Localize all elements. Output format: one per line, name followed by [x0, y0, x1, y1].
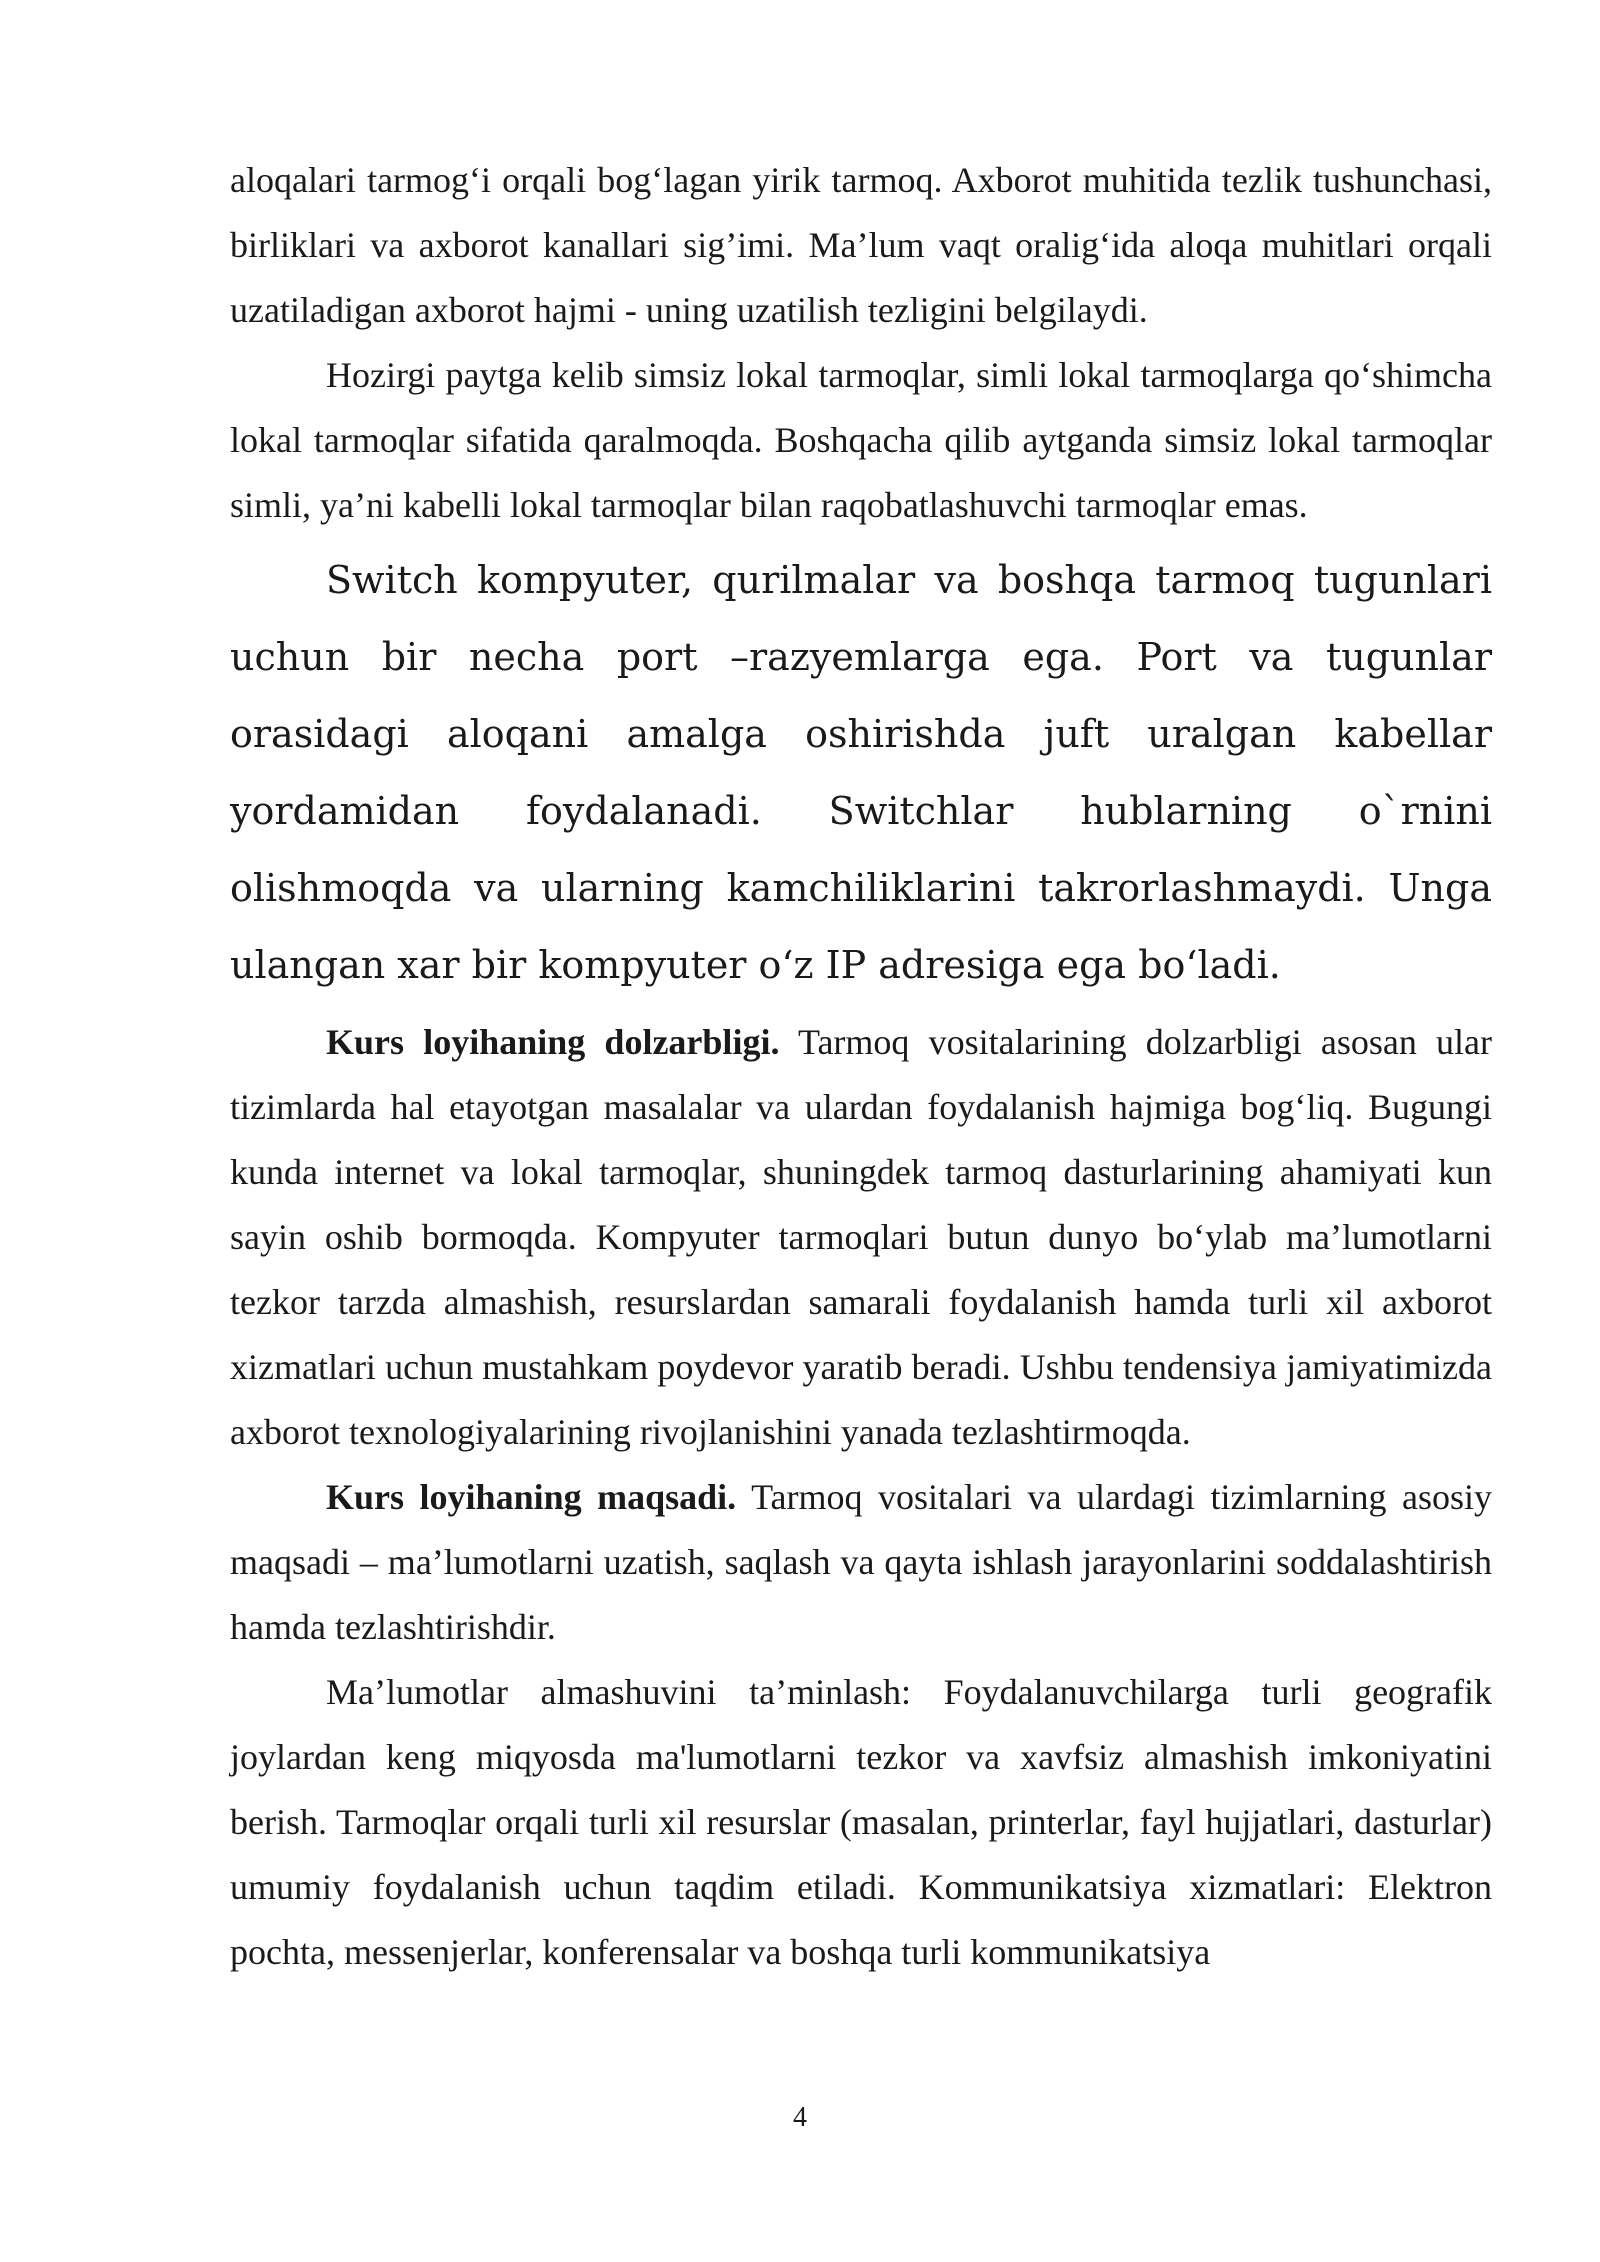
paragraph-goal [230, 1465, 1492, 1660]
page-number: 4 [793, 2102, 807, 2133]
paragraph-network-speed [230, 148, 1492, 343]
paragraph-text: aloqalari tarmog‘i orqali bog‘lagan yirik tarmoq. Axborot muhitida tezlik tushunchasi, birliklari va axborot kanallari sig’imi. Ma’lum vaqt oralig‘ida aloqa muhitlari orqali uzatiladigan axborot hajmi - uning uzatilish tezligini belgilaydi. [230, 160, 1492, 330]
paragraph-wireless-lan [230, 343, 1492, 538]
page-body [230, 148, 1492, 1985]
paragraph-text: Switch kompyuter, qurilmalar va boshqa tarmoq tugunlari uchun bir necha port –razyemlarga ega. Port va tugunlar orasidagi aloqani amalga oshirishda juft uralgan kabellar yordamidan foydalanadi. Switchlar hublarning o`rnini olishmoqda va ularning kamchiliklarini takrorlashmaydi. Unga ulangan xar bir kompyuter o‘z IP adresiga ega bo‘ladi. [230, 558, 1492, 987]
paragraph-data-exchange [230, 1660, 1492, 1985]
paragraph-text: Tarmoq vositalari va ulardagi tizimlarning asosiy maqsadi – ma’lumotlarni uzatish, saqlash va qayta ishlash jarayonlarini soddalashtirish hamda tezlashtirishdir. [230, 1477, 1492, 1647]
paragraph-text: Tarmoq vositalarining dolzarbligi asosan ular tizimlarda hal etayotgan masalalar va ulardan foydalanish hajmiga bog‘liq. Bugungi kunda internet va lokal tarmoqlar, shuningdek tarmoq dasturlarining ahamiyati kun sayin oshib bormoqda. Kompyuter tarmoqlari butun dunyo bo‘ylab ma’lumotlarni tezkor tarzda almashish, resurslardan samarali foydalanish hamda turli xil axborot xizmatlari uchun mustahkam poydevor yaratib beradi. Ushbu tendensiya jamiyatimizda axborot texnologiyalarining rivojlanishini yanada tezlashtirmoqda. [230, 1022, 1492, 1452]
paragraph-relevance [230, 1010, 1492, 1465]
paragraph-text: Hozirgi paytga kelib simsiz lokal tarmoqlar, simli lokal tarmoqlarga qo‘shimcha lokal tarmoqlar sifatida qaralmoqda. Boshqacha qilib aytganda simsiz lokal tarmoqlar simli, ya’ni kabelli lokal tarmoqlar bilan raqobatlashuvchi tarmoqlar emas. [230, 355, 1492, 525]
section-heading-relevance: Kurs loyihaning dolzarbligi. [326, 1022, 780, 1062]
section-heading-goal: Kurs loyihaning maqsadi. [326, 1477, 737, 1517]
paragraph-switch [230, 538, 1492, 1010]
paragraph-text: Ma’lumotlar almashuvini ta’minlash: Foydalanuvchilarga turli geografik joylardan keng miqyosda ma'lumotlarni tezkor va xavfsiz almashish imkoniyatini berish. Tarmoqlar orqali turli xil resurslar (masalan, printerlar, fayl hujjatlari, dasturlar) umumiy foydalanish uchun taqdim etiladi. Kommunikatsiya xizmatlari: Elektron pochta, messenjerlar, konferensalar va boshqa turli kommunikatsiya [230, 1672, 1492, 1972]
